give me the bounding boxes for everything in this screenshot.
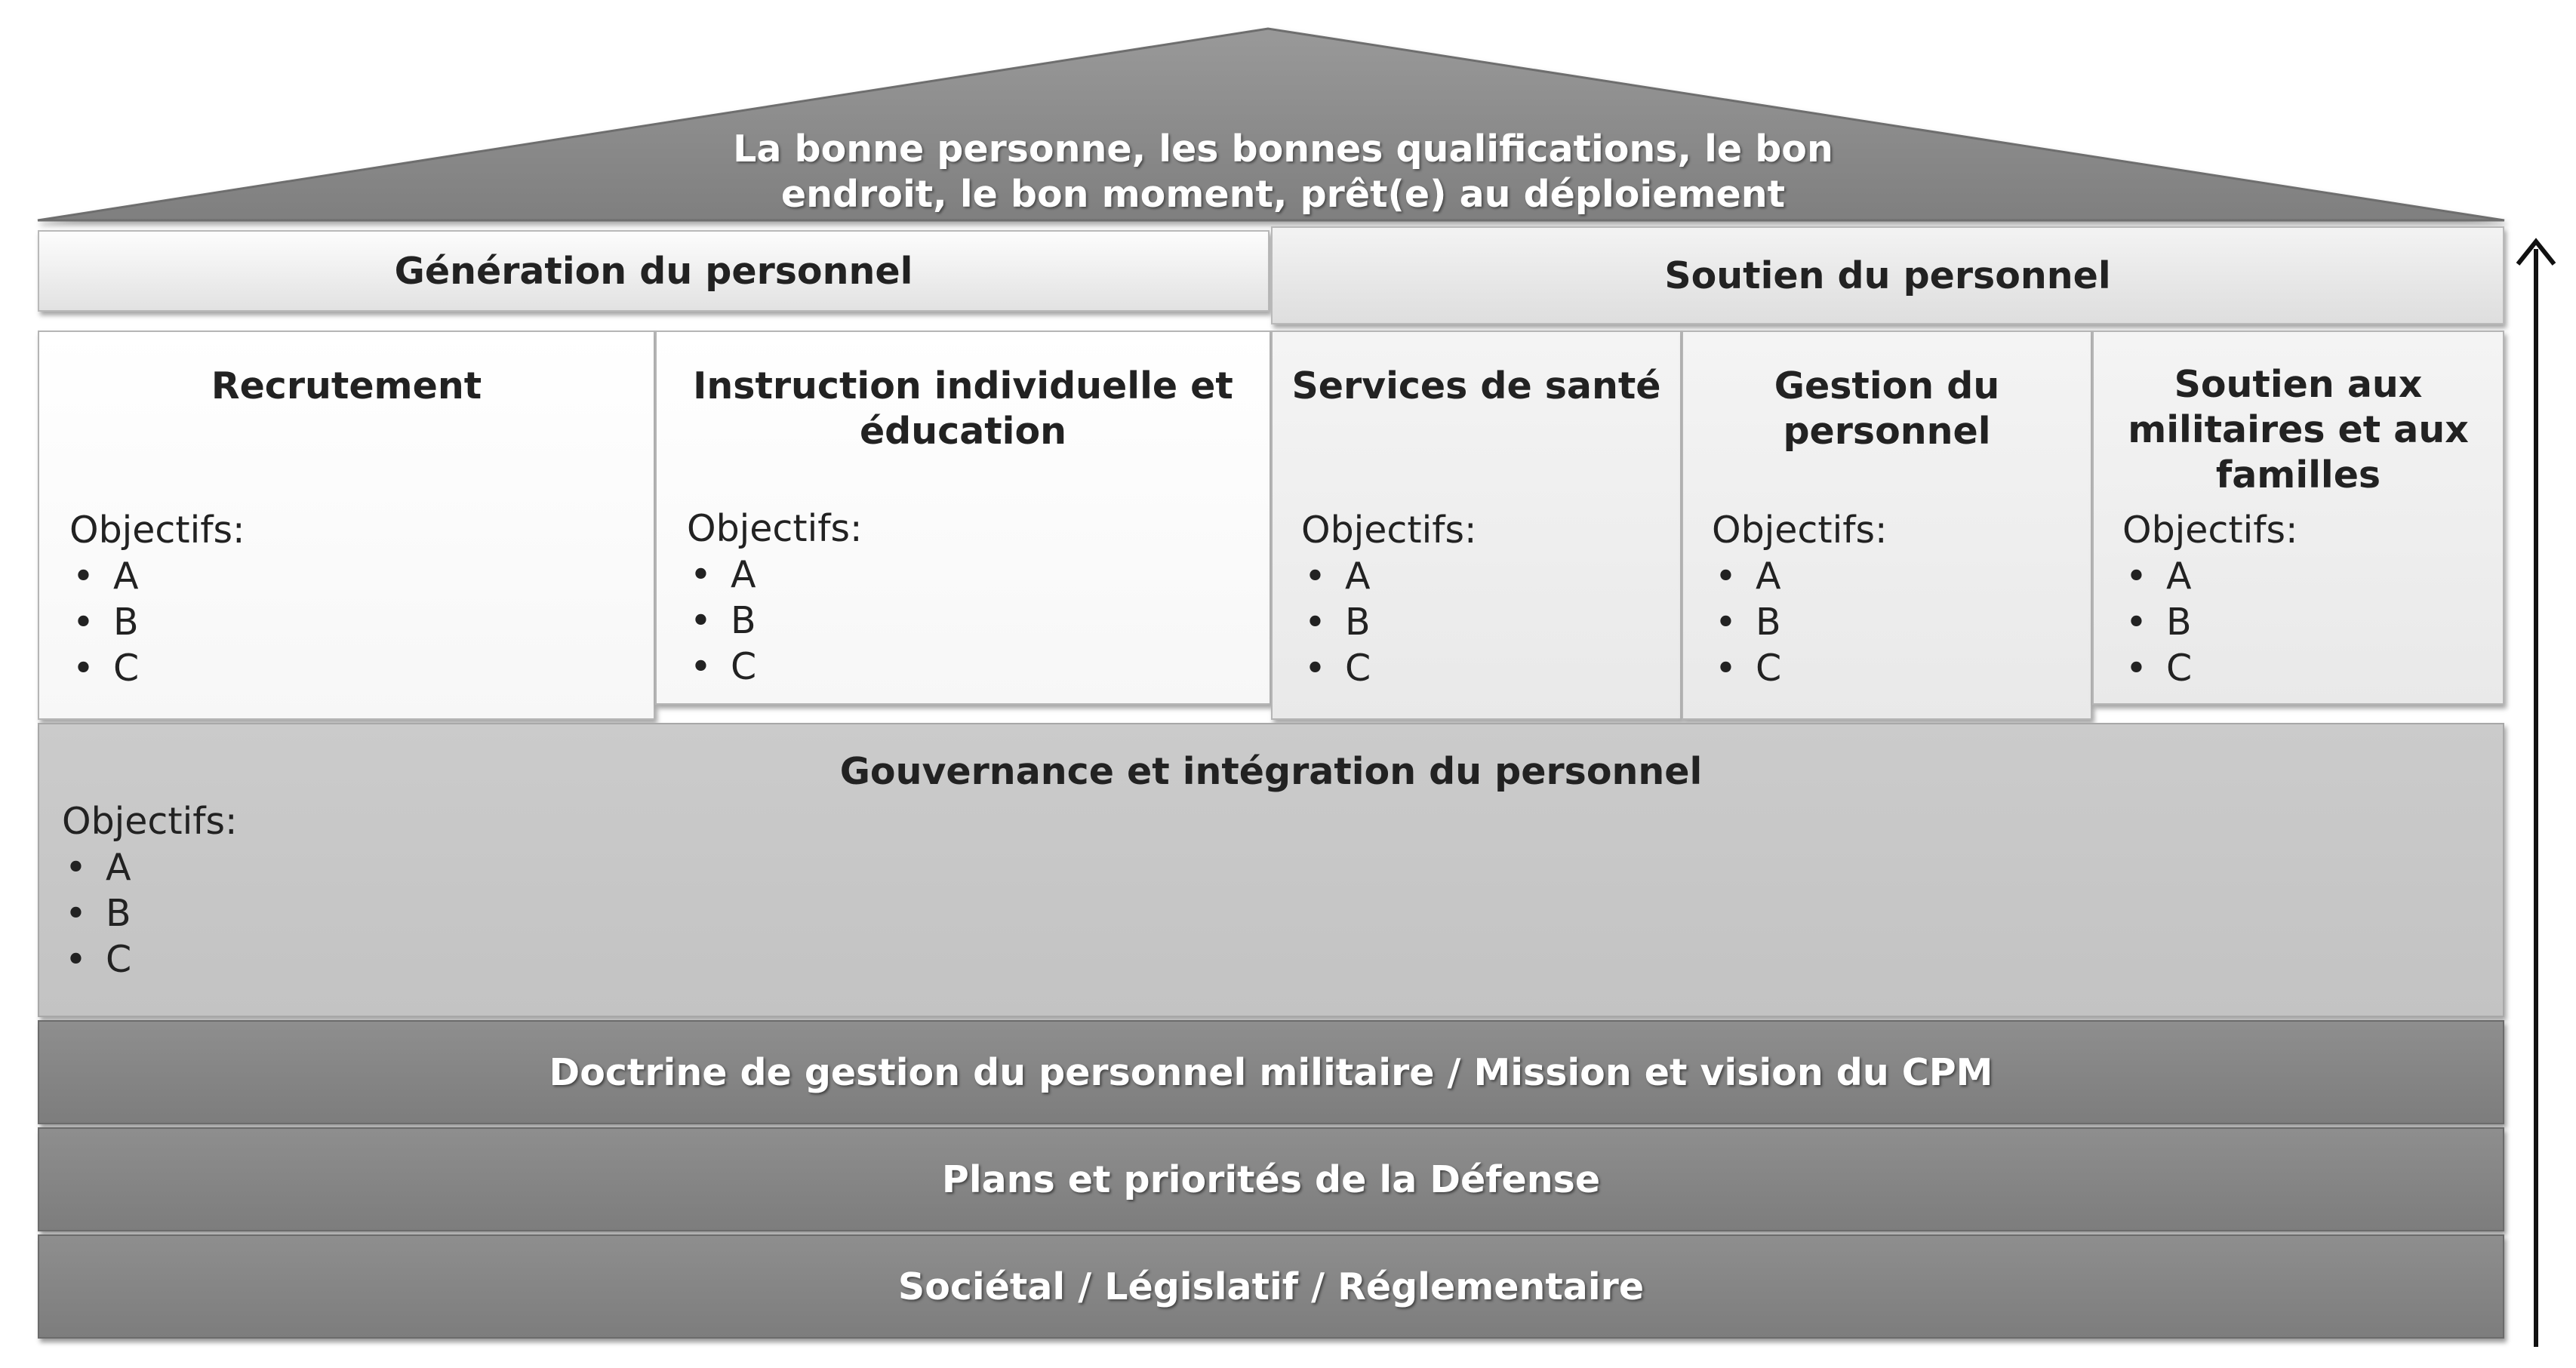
objective-item [1301,553,1477,599]
bullet-icon: • [1715,647,1737,690]
objective-item [1712,645,1888,691]
bullet-icon: • [65,892,87,935]
bullet-icon: • [65,846,87,889]
bullet-icon: • [72,555,94,598]
objectives-label: Objectifs: [62,800,238,843]
bullet-icon: • [1304,601,1326,644]
pillar-instruction-individuelle [655,330,1271,705]
objectives-label: Objectifs: [2122,509,2298,552]
objective-item [62,936,238,982]
foundation-societal: Sociétal / Législatif / Réglementaire [38,1234,2504,1339]
objective-item [1712,599,1888,645]
objectives-label: Objectifs: [687,507,863,550]
pillar-recrutement [38,330,655,720]
objective-text: B [1345,601,1371,644]
objectives-list [2122,553,2298,691]
objective-text: A [1345,555,1371,598]
objective-text: A [113,555,139,598]
bullet-icon: • [1715,601,1737,644]
objective-text: C [2166,647,2193,690]
bullet-icon: • [690,599,712,642]
objectives-block [2122,507,2298,691]
roof-line-1: La bonne personne, les bonnes qualifications, le bon [733,128,1833,171]
objectives-list [687,552,863,690]
objective-item [69,553,245,599]
objective-text: C [731,645,757,688]
foundation-doctrine: Doctrine de gestion du personnel militaire / Mission et vision du CPM [38,1020,2504,1124]
header-soutien-du-personnel: Soutien du personnel [1271,226,2504,324]
bullet-icon: • [72,647,94,690]
bullet-icon: • [1304,555,1326,598]
objective-item [62,890,238,936]
upward-arrow-icon [2513,226,2559,1351]
pillar-title: Recrutement [211,364,482,407]
pillar-soutien-aux-militaires [2092,330,2504,705]
governance-title: Gouvernance et intégration du personnel [839,750,1703,793]
bullet-icon: • [1304,647,1326,690]
objective-text: A [2166,555,2192,598]
objectives-list [1301,553,1477,691]
objective-text: B [1756,601,1781,644]
bullet-icon: • [72,601,94,644]
objective-text: C [113,647,140,690]
pillar-gestion-du-personnel [1682,330,2092,720]
objective-item [687,552,863,598]
objective-text: B [2166,601,2192,644]
roof-line-2: endroit, le bon moment, prêt(e) au déploiement [780,173,1786,216]
pillar-title: Soutien aux militaires et aux familles [2128,363,2469,496]
objective-text: A [731,553,756,596]
bullet-icon: • [2125,555,2147,598]
objectives-block [1301,507,1477,691]
header-generation-du-personnel: Génération du personnel [38,230,1270,312]
objective-item [1301,645,1477,691]
objective-text: A [1756,555,1781,598]
objective-item [1301,599,1477,645]
objectives-block [687,506,863,690]
bullet-icon: • [1715,555,1737,598]
bullet-icon: • [2125,647,2147,690]
objective-text: B [106,892,131,935]
objective-item [687,644,863,690]
objective-item [2122,553,2298,599]
pillar-services-de-sante [1271,330,1682,720]
objective-item [62,844,238,890]
objectives-block [1712,507,1888,691]
objectives-label: Objectifs: [1301,509,1477,552]
objective-text: C [1345,647,1371,690]
objective-text: B [731,599,756,642]
objectives-block [69,507,245,691]
bullet-icon: • [2125,601,2147,644]
objective-text: B [113,601,139,644]
bullet-icon: • [690,645,712,688]
objective-item [69,599,245,645]
pillar-title: Instruction individuelle et éducation [693,364,1233,453]
objectives-label: Objectifs: [69,509,245,552]
pillar-title: Gestion du personnel [1774,364,2000,453]
objective-text: C [106,938,132,981]
foundation-plans-priorites: Plans et priorités de la Défense [38,1127,2504,1231]
objective-text: A [106,846,131,889]
objective-item [687,598,863,644]
objectives-list [1712,553,1888,691]
objectives-block [62,798,238,982]
roof-caption [528,127,2038,217]
objective-item [1712,553,1888,599]
bullet-icon: • [690,553,712,596]
objectives-label: Objectifs: [1712,509,1888,552]
bullet-icon: • [65,938,87,981]
objective-item [69,645,245,691]
objective-text: C [1756,647,1782,690]
objectives-list [69,553,245,691]
objective-item [2122,645,2298,691]
pillar-title: Services de santé [1291,364,1661,407]
objective-item [2122,599,2298,645]
governance-band [38,723,2504,1017]
objectives-list [62,844,238,982]
